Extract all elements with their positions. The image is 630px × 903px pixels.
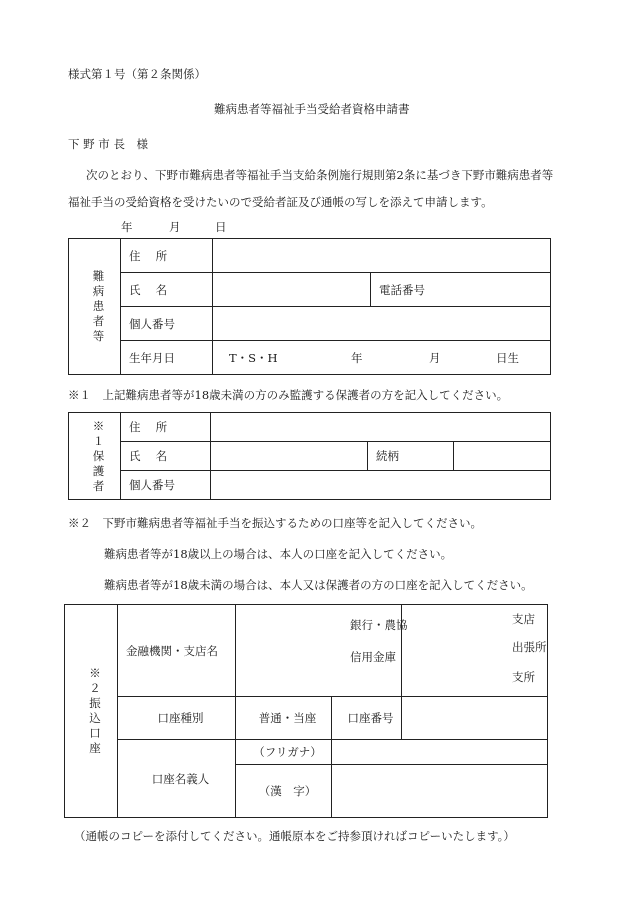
patient-birthdate-field[interactable]: [213, 341, 551, 375]
patient-address-label: 住 所: [121, 239, 213, 273]
bank-table: [64, 604, 548, 818]
patient-birthdate-label: 生年月日: [121, 341, 213, 375]
date-day-label: 日: [215, 220, 227, 234]
furigana-label: （フリガナ）: [236, 740, 332, 765]
account-type-value[interactable]: 普通・当座: [236, 697, 332, 740]
guardian-relation-field[interactable]: [454, 442, 551, 471]
bank-type-1: 銀行・農協: [350, 618, 408, 632]
institution-label: 金融機関・支店名: [118, 605, 236, 697]
birth-year-label: 年: [351, 351, 363, 365]
guardian-name-field[interactable]: [211, 442, 368, 471]
body-text-line1: 次のとおり、下野市難病患者等福祉手当支給条例施行規則第2条に基づき下野市難病患者等: [86, 168, 554, 182]
patient-address-field[interactable]: [213, 239, 551, 273]
note-1: ※１ 上記難病患者等が18歳未満の方のみ監護する保護者の方を記入してください。: [68, 388, 509, 402]
patient-phone-cell[interactable]: [371, 273, 551, 307]
guardian-address-field[interactable]: [211, 413, 551, 442]
patient-name-label: 氏 名: [121, 273, 213, 307]
branch-type-2: 出張所: [512, 640, 547, 654]
branch-type-3: 支所: [512, 670, 535, 684]
addressee: 下 野 市 長 様: [68, 137, 148, 151]
era-options: T・S・H: [229, 351, 278, 365]
guardian-id-number-label: 個人番号: [121, 471, 211, 500]
bank-type-2: 信用金庫: [350, 650, 396, 664]
birth-day-label: 日生: [496, 351, 519, 365]
guardian-table: [68, 412, 551, 500]
date-month-label: 月: [169, 220, 181, 234]
branch-name-field[interactable]: [402, 605, 548, 697]
kanji-label: （漢 字）: [236, 765, 332, 818]
birth-month-label: 月: [429, 351, 441, 365]
note-2: ※２ 下野市難病患者等福祉手当を振込するための口座等を記入してください。: [68, 516, 482, 530]
guardian-address-label: 住 所: [121, 413, 211, 442]
guardian-id-number-field[interactable]: [211, 471, 551, 500]
form-title: 難病患者等福祉手当受給者資格申請書: [214, 102, 410, 116]
kanji-field[interactable]: [332, 765, 548, 818]
note-2-line3: 難病患者等が18歳未満の場合は、本人又は保護者の方の口座を記入してください。: [104, 578, 533, 592]
branch-type-1: 支店: [512, 612, 535, 626]
form-number: 様式第１号（第２条関係）: [68, 67, 206, 81]
account-holder-label: 口座名義人: [118, 740, 236, 818]
guardian-header: ※１保護者: [69, 413, 121, 500]
bank-header: ※２振込口座: [65, 605, 118, 818]
footer-note: （通帳のコピーを添付してください。通帳原本をご持参頂ければコピーいたします。）: [74, 829, 515, 843]
patient-name-field[interactable]: [213, 273, 371, 307]
patient-id-number-label: 個人番号: [121, 307, 213, 341]
body-text-line2: 福祉手当の受給資格を受けたいので受給者証及び通帳の写しを添えて申請します。: [68, 195, 493, 209]
institution-name-field[interactable]: [236, 605, 408, 697]
note-2-line2: 難病患者等が18歳以上の場合は、本人の口座を記入してください。: [104, 547, 453, 561]
patient-id-number-field[interactable]: [213, 307, 551, 341]
patient-table: [68, 238, 551, 375]
date-year-label: 年: [121, 220, 133, 234]
guardian-name-label: 氏 名: [121, 442, 211, 471]
guardian-relation-label: 続柄: [368, 442, 454, 471]
patient-header: 難病患者等: [69, 239, 121, 375]
furigana-field[interactable]: [332, 740, 548, 765]
account-number-field[interactable]: [402, 697, 548, 740]
patient-phone-label: 電話番号: [379, 282, 425, 297]
account-type-label: 口座種別: [118, 697, 236, 740]
account-number-label: 口座番号: [332, 697, 402, 740]
